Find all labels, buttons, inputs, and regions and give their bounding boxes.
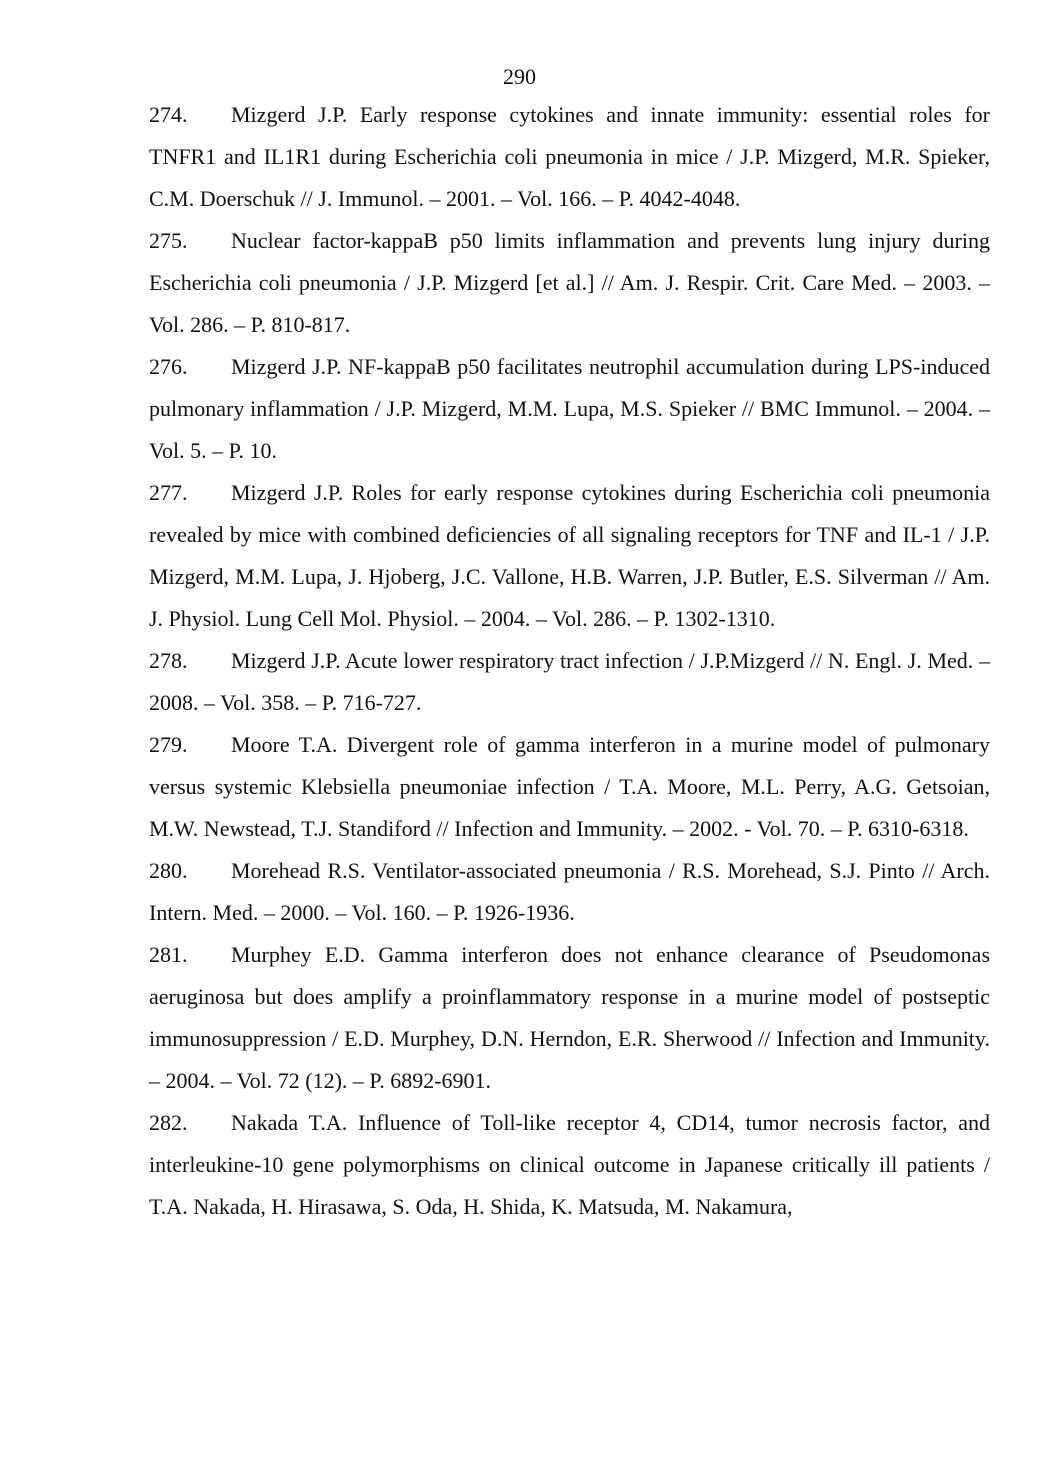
reference-number: 281.: [149, 942, 188, 967]
reference-text: Morehead R.S. Ventilator-associated pneumonia / R.S. Morehead, S.J. Pinto // Arch. Intern. Med. – 2000. – Vol. 160. – P. 1926-1936.: [149, 858, 990, 925]
reference-number: 277.: [149, 480, 188, 505]
reference-list: [149, 94, 990, 1228]
page-number: 290: [503, 64, 536, 89]
reference-text: Mizgerd J.P. Early response cytokines and innate immunity: essential roles for TNFR1 and IL1R1 during Escherichia coli pneumonia in mice / J.P. Mizgerd, M.R. Spieker, C.M. Doerschuk // J. Immunol. – 2001. – Vol. 166. – P. 4042-4048.: [149, 102, 990, 211]
reference-text: Moore T.A. Divergent role of gamma interferon in a murine model of pulmonary versus systemic Klebsiella pneumoniae infection / T.A. Moore, M.L. Perry, A.G. Getsoian, M.W. Newstead, T.J. Standiford // Infection and Immunity. – 2002. - Vol. 70. – P. 6310-6318.: [149, 732, 990, 841]
reference-item: [149, 94, 990, 220]
reference-item: [149, 724, 990, 850]
reference-number: 276.: [149, 354, 188, 379]
reference-item: [149, 640, 990, 724]
reference-text: Nakada T.A. Influence of Toll-like receptor 4, CD14, tumor necrosis factor, and interleukine-10 gene polymorphisms on clinical outcome in Japanese critically ill patients / T.A. Nakada, H. Hirasawa, S. Oda, H. Shida, K. Matsuda, M. Nakamura,: [149, 1110, 990, 1219]
reference-number: 279.: [149, 732, 188, 757]
reference-item: [149, 220, 990, 346]
reference-number: 274.: [149, 102, 188, 127]
reference-number: 278.: [149, 648, 188, 673]
reference-item: [149, 850, 990, 934]
reference-number: 282.: [149, 1110, 188, 1135]
reference-text: Nuclear factor-kappaB p50 limits inflammation and prevents lung injury during Escherichia coli pneumonia / J.P. Mizgerd [et al.] // Am. J. Respir. Crit. Care Med. – 2003. – Vol. 286. – P. 810-817.: [149, 228, 990, 337]
reference-text: Mizgerd J.P. Acute lower respiratory tract infection / J.P.Mizgerd // N. Engl. J. Med. – 2008. – Vol. 358. – P. 716-727.: [149, 648, 990, 715]
reference-number: 280.: [149, 858, 188, 883]
reference-number: 275.: [149, 228, 188, 253]
reference-text: Mizgerd J.P. NF-kappaB p50 facilitates neutrophil accumulation during LPS-induced pulmonary inflammation / J.P. Mizgerd, M.M. Lupa, M.S. Spieker // BMC Immunol. – 2004. – Vol. 5. – P. 10.: [149, 354, 990, 463]
reference-text: Mizgerd J.P. Roles for early response cytokines during Escherichia coli pneumonia revealed by mice with combined deficiencies of all signaling receptors for TNF and IL-1 / J.P. Mizgerd, M.M. Lupa, J. Hjoberg, J.C. Vallone, H.B. Warren, J.P. Butler, E.S. Silverman // Am. J. Physiol. Lung Cell Mol. Physiol. – 2004. – Vol. 286. – P. 1302-1310.: [149, 480, 990, 631]
reference-item: [149, 934, 990, 1102]
reference-item: [149, 472, 990, 640]
reference-text: Murphey E.D. Gamma interferon does not enhance clearance of Pseudomonas aeruginosa but does amplify a proinflammatory response in a murine model of postseptic immunosuppression / E.D. Murphey, D.N. Herndon, E.R. Sherwood // Infection and Immunity. – 2004. – Vol. 72 (12). – P. 6892-6901.: [149, 942, 990, 1093]
reference-item: [149, 346, 990, 472]
reference-item: [149, 1102, 990, 1228]
